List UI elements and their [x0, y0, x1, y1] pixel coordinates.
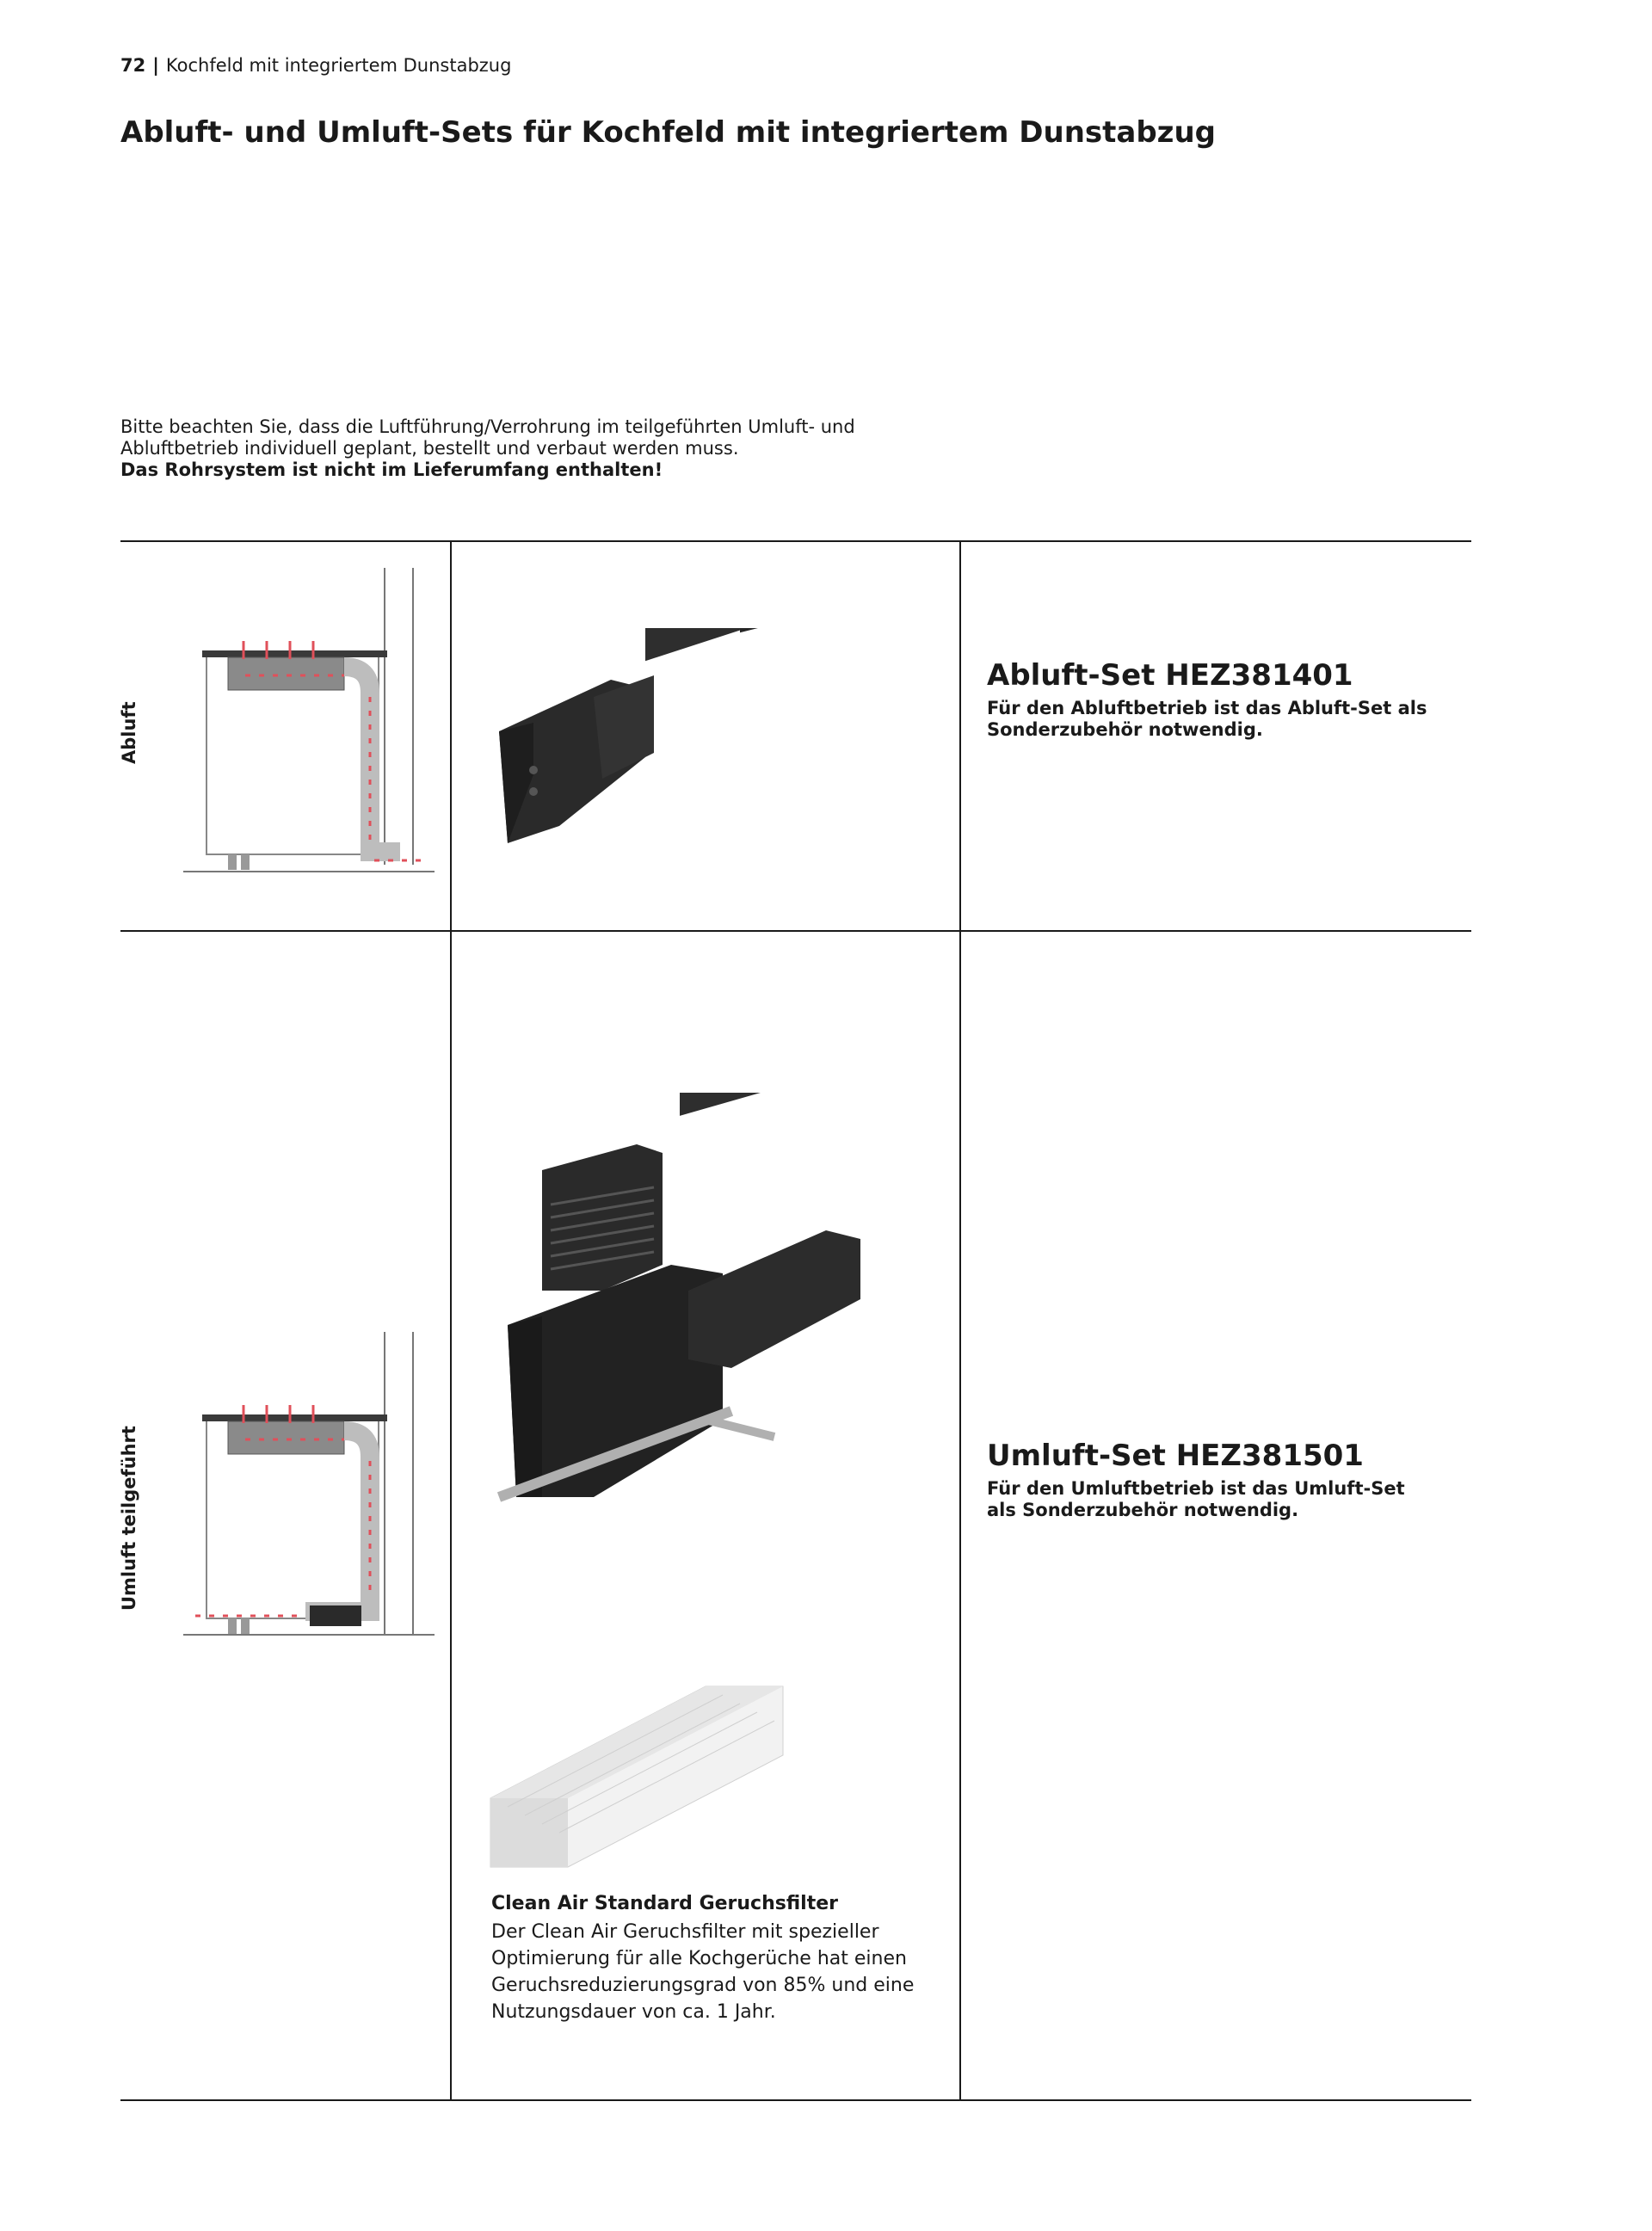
abluft-set-description: Für den Abluftbetrieb ist das Abluft-Set als Sonderzubehör notwendig. — [987, 698, 1427, 740]
umluft-set-description: Für den Umluftbetrieb ist das Umluft-Set als Sonderzubehör notwendig. — [987, 1478, 1405, 1520]
intro-note: Das Rohrsystem ist nicht im Lieferumfang enthalten! — [120, 459, 663, 480]
abluft-set-title: Abluft-Set HEZ381401 — [987, 658, 1353, 693]
abluft-installation-diagram — [176, 568, 439, 878]
table-row-divider — [120, 930, 1471, 932]
page-header — [120, 55, 511, 76]
filter-image — [482, 1678, 792, 1876]
table-top-rule — [120, 540, 1471, 542]
umluft-installation-diagram — [176, 1332, 439, 1642]
row-label-umluft: Umluft teilgeführt — [119, 1426, 139, 1611]
filter-title: Clean Air Standard Geruchsfilter — [491, 1893, 838, 1914]
section-title: Kochfeld mit integriertem Dunstabzug — [165, 55, 512, 76]
umluft-set-image — [490, 1093, 938, 1575]
table-col-divider-1 — [450, 540, 452, 2101]
row-label-abluft: Abluft — [119, 701, 139, 764]
page-title: Abluft- und Umluft-Sets für Kochfeld mit integriertem Dunstabzug — [120, 115, 1217, 150]
intro-body: Bitte beachten Sie, dass die Luftführung/Verrohrung im teilgeführten Umluft- und Abluftbetrieb individuell geplant, bestellt und verbaut werden muss. — [120, 416, 855, 459]
intro-text — [120, 416, 895, 481]
abluft-set-image — [482, 628, 929, 869]
umluft-set-title: Umluft-Set HEZ381501 — [987, 1439, 1364, 1473]
table-col-divider-2 — [959, 540, 961, 2101]
header-separator: | — [152, 55, 159, 76]
table-bottom-rule — [120, 2099, 1471, 2101]
filter-description: Der Clean Air Geruchsfilter mit spezieller Optimierung für alle Kochgerüche hat einen Geruchsreduzierungsgrad von 85% und eine Nutzungsdauer von ca. 1 Jahr. — [491, 1921, 915, 2023]
page-number: 72 — [120, 55, 146, 76]
